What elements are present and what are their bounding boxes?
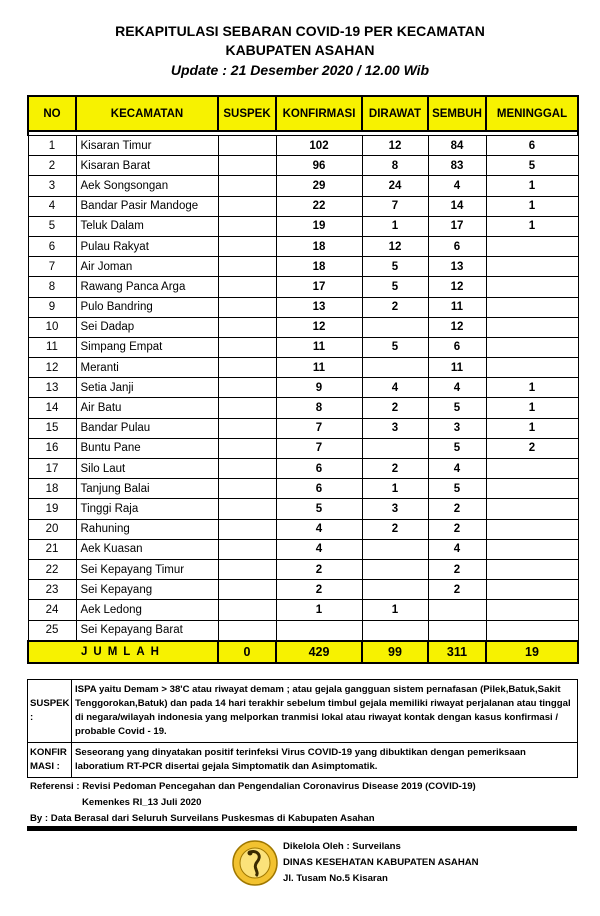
cell-kecamatan: Rawang Panca Arga [76,277,218,297]
cell-meninggal [486,297,578,317]
cell-sembuh: 6 [428,337,486,357]
cell-sembuh: 4 [428,378,486,398]
agency-address: Jl. Tusam No.5 Kisaran [283,873,388,884]
cell-meninggal [486,358,578,378]
cell-konfirmasi: 29 [276,176,362,196]
cell-meninggal [486,600,578,620]
cell-sembuh: 6 [428,236,486,256]
total-konfirmasi: 429 [276,641,362,663]
cell-meninggal: 1 [486,398,578,418]
cell-kecamatan: Tanjung Balai [76,479,218,499]
total-sembuh: 311 [428,641,486,663]
cell-suspek [218,216,276,236]
cell-no: 6 [28,236,76,256]
cell-sembuh: 2 [428,559,486,579]
cell-sembuh: 4 [428,539,486,559]
cell-konfirmasi [276,620,362,641]
cell-dirawat: 2 [362,459,428,479]
cell-konfirmasi: 9 [276,378,362,398]
cell-no: 24 [28,600,76,620]
cell-konfirmasi: 2 [276,559,362,579]
cell-meninggal [486,539,578,559]
cell-meninggal: 1 [486,378,578,398]
total-meninggal: 19 [486,641,578,663]
cell-suspek [218,459,276,479]
definitions-table [27,679,578,778]
total-suspek: 0 [218,641,276,663]
cell-dirawat: 24 [362,176,428,196]
cell-sembuh: 2 [428,499,486,519]
table-row [28,257,578,277]
cell-konfirmasi: 6 [276,479,362,499]
cell-no: 2 [28,156,76,176]
table-row [28,459,578,479]
table-row [28,277,578,297]
cell-meninggal [486,317,578,337]
update-timestamp: Update : 21 Desember 2020 / 12.00 Wib [170,62,430,78]
cell-no: 3 [28,176,76,196]
col-header-suspek: SUSPEK [218,96,276,131]
cell-konfirmasi: 2 [276,580,362,600]
cell-sembuh: 12 [428,317,486,337]
table-row [28,580,578,600]
cell-meninggal: 2 [486,438,578,458]
cell-kecamatan: Silo Laut [76,459,218,479]
reference-source: Kemenkes RI_13 Juli 2020 [82,797,202,808]
cell-sembuh: 5 [428,438,486,458]
cell-suspek [218,559,276,579]
cell-meninggal [486,459,578,479]
cell-kecamatan: Pulo Bandring [76,297,218,317]
cell-konfirmasi: 11 [276,337,362,357]
suspek-label: SUSPEK : [28,680,72,743]
cell-kecamatan: Meranti [76,358,218,378]
cell-konfirmasi: 11 [276,358,362,378]
col-header-sembuh: SEMBUH [428,96,486,131]
cell-meninggal [486,236,578,256]
cell-kecamatan: Buntu Pane [76,438,218,458]
konfirmasi-definition-row [28,743,578,778]
table-row [28,337,578,357]
cell-suspek [218,156,276,176]
cell-no: 16 [28,438,76,458]
cell-meninggal: 1 [486,216,578,236]
col-header-konfirmasi: KONFIRMASI [276,96,362,131]
cell-meninggal [486,479,578,499]
cell-no: 25 [28,620,76,641]
cell-sembuh: 83 [428,156,486,176]
cell-no: 1 [28,136,76,156]
cell-kecamatan: Aek Ledong [76,600,218,620]
cell-konfirmasi: 96 [276,156,362,176]
table-row [28,317,578,337]
managed-by: Dikelola Oleh : Surveilans [283,841,401,852]
cell-kecamatan: Air Joman [76,257,218,277]
cell-no: 9 [28,297,76,317]
cell-suspek [218,620,276,641]
cell-sembuh: 14 [428,196,486,216]
cell-dirawat: 2 [362,297,428,317]
cell-kecamatan: Tinggi Raja [76,499,218,519]
cell-kecamatan: Bandar Pasir Mandoge [76,196,218,216]
report-title: REKAPITULASI SEBARAN COVID-19 PER KECAMATAN [115,23,485,39]
cell-dirawat: 4 [362,378,428,398]
cell-sembuh: 11 [428,358,486,378]
table-row [28,519,578,539]
cell-sembuh [428,600,486,620]
cell-meninggal: 1 [486,418,578,438]
cell-dirawat [362,580,428,600]
cell-meninggal [486,257,578,277]
cell-dirawat: 7 [362,196,428,216]
cell-meninggal: 6 [486,136,578,156]
cell-suspek [218,438,276,458]
cell-no: 23 [28,580,76,600]
cell-no: 12 [28,358,76,378]
cell-meninggal [486,499,578,519]
cell-no: 5 [28,216,76,236]
cell-suspek [218,398,276,418]
table-row [28,216,578,236]
table-row [28,297,578,317]
total-row [28,641,578,663]
cell-dirawat [362,559,428,579]
cell-konfirmasi: 5 [276,499,362,519]
cell-konfirmasi: 13 [276,297,362,317]
table-row [28,378,578,398]
cell-konfirmasi: 17 [276,277,362,297]
table-row [28,196,578,216]
cell-dirawat: 5 [362,277,428,297]
table-row [28,236,578,256]
cell-dirawat: 2 [362,398,428,418]
col-header-meninggal: MENINGGAL [486,96,578,131]
cell-dirawat [362,317,428,337]
cell-kecamatan: Rahuning [76,519,218,539]
cell-meninggal: 1 [486,196,578,216]
data-source-note: By : Data Berasal dari Seluruh Surveilans Puskesmas di Kabupaten Asahan [30,813,375,824]
cell-no: 19 [28,499,76,519]
table-row [28,398,578,418]
cell-sembuh: 84 [428,136,486,156]
cell-konfirmasi: 102 [276,136,362,156]
cell-dirawat [362,438,428,458]
cell-meninggal [486,337,578,357]
cell-dirawat: 5 [362,257,428,277]
cell-suspek [218,600,276,620]
cell-dirawat: 3 [362,418,428,438]
cell-no: 13 [28,378,76,398]
footer-divider [27,826,577,831]
cell-konfirmasi: 18 [276,236,362,256]
cell-konfirmasi: 18 [276,257,362,277]
cell-dirawat: 8 [362,156,428,176]
col-header-dirawat: DIRAWAT [362,96,428,131]
suspek-definition: ISPA yaitu Demam > 38'C atau riwayat demam ; atau gejala gangguan sistem pernafasan (Pilek,Batuk,Sakit Tenggorokan,Batuk) dan pada 14 hari terakhir sebelum timbul gejala memiliki riwayat perjalanan atau tinggal di negara/wilayah indonesia yang melporkan tranmisi lokal atau riwayat kontak dengan kasus konfirmasi / probable Covid - 19. [72,680,578,743]
cell-dirawat [362,539,428,559]
table-row [28,479,578,499]
cell-suspek [218,358,276,378]
table-row [28,176,578,196]
cell-sembuh: 17 [428,216,486,236]
cell-konfirmasi: 4 [276,539,362,559]
cell-kecamatan: Sei Kepayang [76,580,218,600]
cell-meninggal: 1 [486,176,578,196]
cell-suspek [218,378,276,398]
covid-recap-table [27,95,579,664]
cell-suspek [218,176,276,196]
cell-dirawat: 12 [362,236,428,256]
cell-konfirmasi: 7 [276,438,362,458]
cell-meninggal: 5 [486,156,578,176]
cell-dirawat: 1 [362,216,428,236]
table-row [28,438,578,458]
table-row [28,620,578,641]
table-row [28,418,578,438]
cell-meninggal [486,519,578,539]
cell-konfirmasi: 8 [276,398,362,418]
cell-sembuh [428,620,486,641]
cell-dirawat: 1 [362,479,428,499]
cell-dirawat: 12 [362,136,428,156]
konfirmasi-definition: Seseorang yang dinyatakan positif terinfeksi Virus COVID-19 yang dibuktikan dengan pemeriksaan laboratium RT-PCR disertai gejala Simptomatik dan Asimptomatik. [72,743,578,778]
cell-no: 4 [28,196,76,216]
cell-suspek [218,236,276,256]
cell-meninggal [486,559,578,579]
table-row [28,499,578,519]
cell-suspek [218,519,276,539]
cell-suspek [218,499,276,519]
cell-suspek [218,539,276,559]
cell-no: 22 [28,559,76,579]
cell-dirawat [362,358,428,378]
cell-konfirmasi: 7 [276,418,362,438]
table-header-row [28,96,578,131]
cell-sembuh: 2 [428,580,486,600]
cell-sembuh: 5 [428,479,486,499]
cell-suspek [218,317,276,337]
cell-kecamatan: Kisaran Barat [76,156,218,176]
cell-no: 7 [28,257,76,277]
cell-konfirmasi: 6 [276,459,362,479]
cell-no: 20 [28,519,76,539]
cell-dirawat: 2 [362,519,428,539]
cell-sembuh: 11 [428,297,486,317]
cell-dirawat [362,620,428,641]
cell-dirawat: 5 [362,337,428,357]
cell-kecamatan: Aek Kuasan [76,539,218,559]
cell-kecamatan: Aek Songsongan [76,176,218,196]
cell-konfirmasi: 22 [276,196,362,216]
cell-no: 21 [28,539,76,559]
cell-suspek [218,257,276,277]
konfirmasi-label: KONFIR MASI : [28,743,72,778]
cell-kecamatan: Simpang Empat [76,337,218,357]
cell-sembuh: 12 [428,277,486,297]
cell-kecamatan: Kisaran Timur [76,136,218,156]
report-subtitle: KABUPATEN ASAHAN [225,42,375,58]
table-row [28,156,578,176]
cell-no: 18 [28,479,76,499]
cell-konfirmasi: 4 [276,519,362,539]
total-label: JUMLAH [28,641,218,663]
cell-konfirmasi: 12 [276,317,362,337]
cell-no: 8 [28,277,76,297]
agency-name: DINAS KESEHATAN KABUPATEN ASAHAN [283,857,479,868]
reference-line: Referensi : Revisi Pedoman Pencegahan dan Pengendalian Coronavirus Disease 2019 (COVID-19) [30,781,476,792]
cell-sembuh: 2 [428,519,486,539]
surveilans-epidemiologi-logo-icon [232,838,278,888]
cell-konfirmasi: 19 [276,216,362,236]
cell-suspek [218,337,276,357]
table-row [28,600,578,620]
table-row [28,559,578,579]
cell-sembuh: 3 [428,418,486,438]
cell-kecamatan: Setia Janji [76,378,218,398]
cell-kecamatan: Sei Kepayang Timur [76,559,218,579]
cell-dirawat: 3 [362,499,428,519]
cell-dirawat: 1 [362,600,428,620]
cell-suspek [218,297,276,317]
cell-kecamatan: Pulau Rakyat [76,236,218,256]
cell-suspek [218,136,276,156]
cell-suspek [218,418,276,438]
table-row [28,358,578,378]
total-dirawat: 99 [362,641,428,663]
cell-kecamatan: Teluk Dalam [76,216,218,236]
cell-meninggal [486,580,578,600]
cell-no: 11 [28,337,76,357]
cell-meninggal [486,620,578,641]
cell-meninggal [486,277,578,297]
cell-no: 15 [28,418,76,438]
cell-no: 14 [28,398,76,418]
cell-kecamatan: Air Batu [76,398,218,418]
cell-no: 10 [28,317,76,337]
cell-konfirmasi: 1 [276,600,362,620]
col-header-kecamatan: KECAMATAN [76,96,218,131]
cell-kecamatan: Bandar Pulau [76,418,218,438]
cell-sembuh: 4 [428,176,486,196]
suspek-definition-row [28,680,578,743]
cell-suspek [218,277,276,297]
cell-sembuh: 5 [428,398,486,418]
cell-kecamatan: Sei Kepayang Barat [76,620,218,641]
table-row [28,136,578,156]
col-header-no: NO [28,96,76,131]
cell-suspek [218,580,276,600]
cell-kecamatan: Sei Dadap [76,317,218,337]
table-row [28,539,578,559]
cell-suspek [218,479,276,499]
cell-sembuh: 13 [428,257,486,277]
cell-no: 17 [28,459,76,479]
cell-suspek [218,196,276,216]
cell-sembuh: 4 [428,459,486,479]
